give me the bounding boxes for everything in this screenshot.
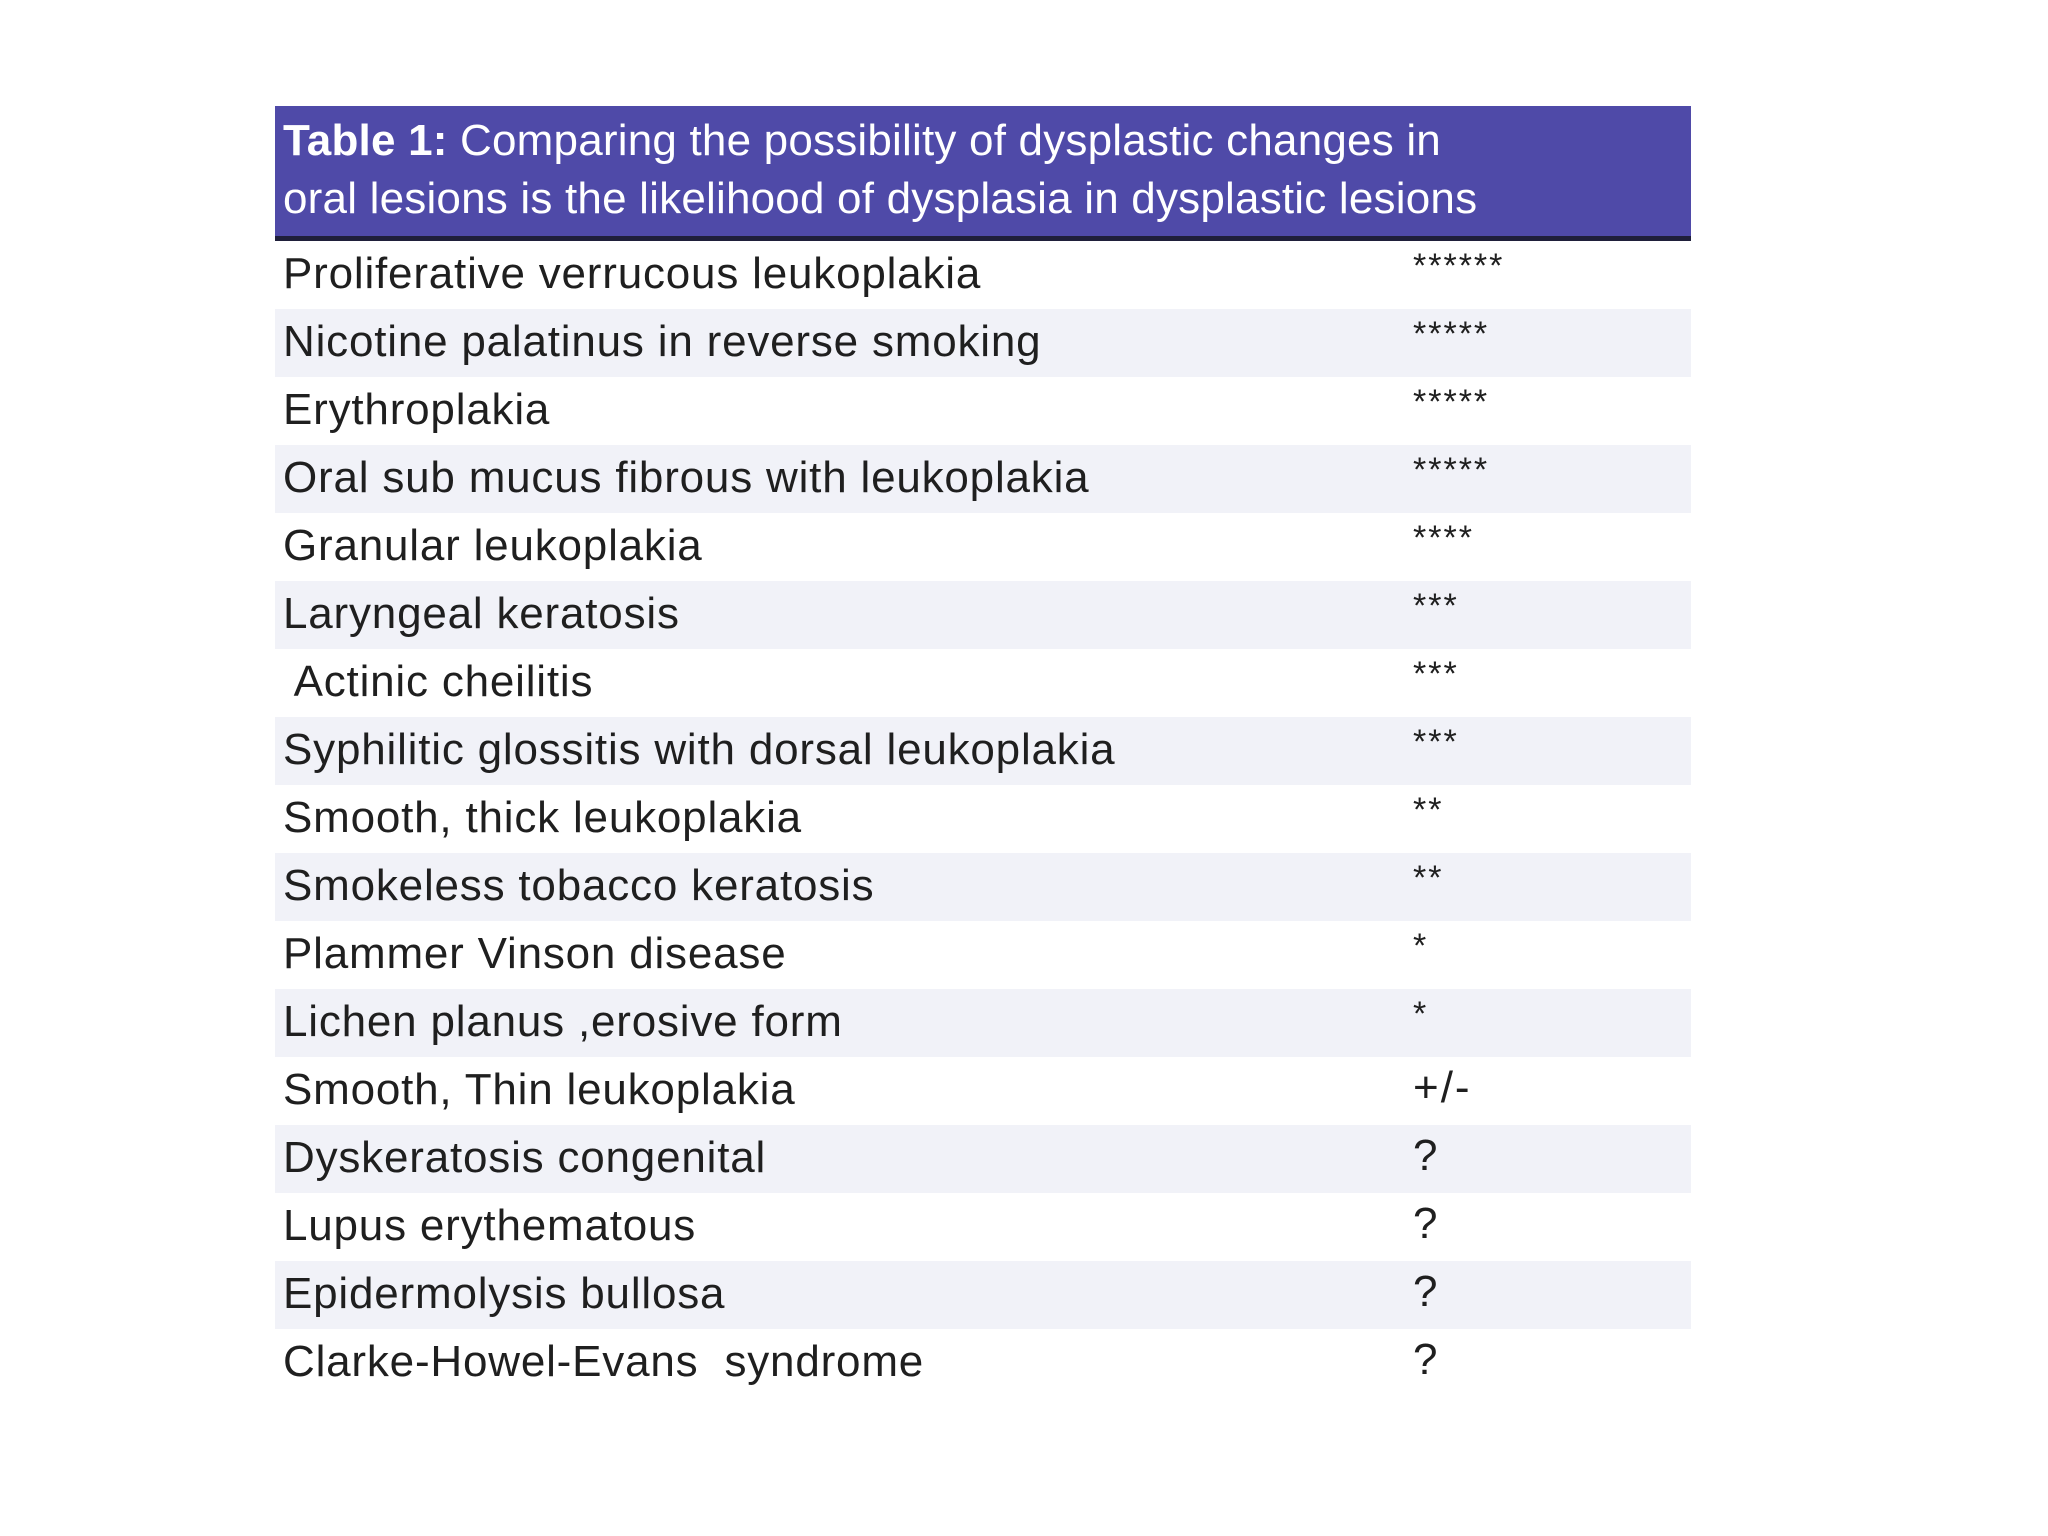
likelihood-rating: *: [1413, 927, 1429, 965]
caption-line-2: oral lesions is the likelihood of dysplasia in dysplastic lesions: [283, 174, 1478, 223]
lesion-name: Smooth, thick leukoplakia: [283, 793, 802, 842]
table-row: [275, 513, 1691, 581]
table-row: [275, 241, 1691, 309]
lesion-name: Smooth, Thin leukoplakia: [283, 1065, 796, 1114]
likelihood-rating: ***: [1413, 723, 1459, 761]
likelihood-rating: ******: [1413, 247, 1505, 285]
lesion-name: Dyskeratosis congenital: [283, 1133, 767, 1182]
caption-label: Table 1:: [283, 116, 448, 165]
table-row: [275, 1057, 1691, 1125]
lesion-name: Proliferative verrucous leukoplakia: [283, 249, 982, 298]
likelihood-rating: ?: [1413, 1267, 1440, 1316]
table-body: [275, 241, 1691, 1397]
table-row: [275, 717, 1691, 785]
likelihood-rating: *****: [1413, 451, 1490, 489]
likelihood-rating: ***: [1413, 655, 1459, 693]
lesion-name: Lichen planus ,erosive form: [283, 997, 843, 1046]
lesion-name: Laryngeal keratosis: [283, 589, 680, 638]
likelihood-rating: ****: [1413, 519, 1474, 557]
caption-line-1: [283, 112, 1681, 170]
likelihood-rating: ***: [1413, 587, 1459, 625]
lesion-name: Erythroplakia: [283, 385, 551, 434]
likelihood-rating: ?: [1413, 1335, 1440, 1384]
table-row: [275, 1329, 1691, 1397]
likelihood-rating: **: [1413, 859, 1444, 897]
table-row: [275, 853, 1691, 921]
table-row: [275, 309, 1691, 377]
lesion-name: Epidermolysis bullosa: [283, 1269, 726, 1318]
likelihood-rating: +/-: [1413, 1063, 1472, 1112]
likelihood-rating: *****: [1413, 383, 1490, 421]
table-row: [275, 649, 1691, 717]
likelihood-rating: **: [1413, 791, 1444, 829]
likelihood-rating: ?: [1413, 1199, 1440, 1248]
table-row: [275, 785, 1691, 853]
lesion-name: Oral sub mucus fibrous with leukoplakia: [283, 453, 1090, 502]
table-row: [275, 377, 1691, 445]
table-row: [275, 1193, 1691, 1261]
lesion-name: Clarke-Howel-Evans syndrome: [283, 1337, 925, 1386]
table-row: [275, 1125, 1691, 1193]
table-row: [275, 581, 1691, 649]
lesion-name: Smokeless tobacco keratosis: [283, 861, 875, 910]
lesion-name: Granular leukoplakia: [283, 521, 703, 570]
caption-text-1: Comparing the possibility of dysplastic changes in: [447, 116, 1441, 165]
table-row: [275, 989, 1691, 1057]
lesion-name: Nicotine palatinus in reverse smoking: [283, 317, 1042, 366]
slide: [275, 106, 1691, 1397]
table-row: [275, 921, 1691, 989]
likelihood-rating: *****: [1413, 315, 1490, 353]
table-caption: [275, 106, 1691, 241]
lesion-name: Lupus erythematous: [283, 1201, 697, 1250]
likelihood-rating: *: [1413, 995, 1429, 1033]
lesion-name: Syphilitic glossitis with dorsal leukoplakia: [283, 725, 1116, 774]
likelihood-rating: ?: [1413, 1131, 1440, 1180]
lesion-name: Actinic cheilitis: [283, 657, 594, 706]
table-row: [275, 445, 1691, 513]
lesion-name: Plammer Vinson disease: [283, 929, 787, 978]
table-row: [275, 1261, 1691, 1329]
